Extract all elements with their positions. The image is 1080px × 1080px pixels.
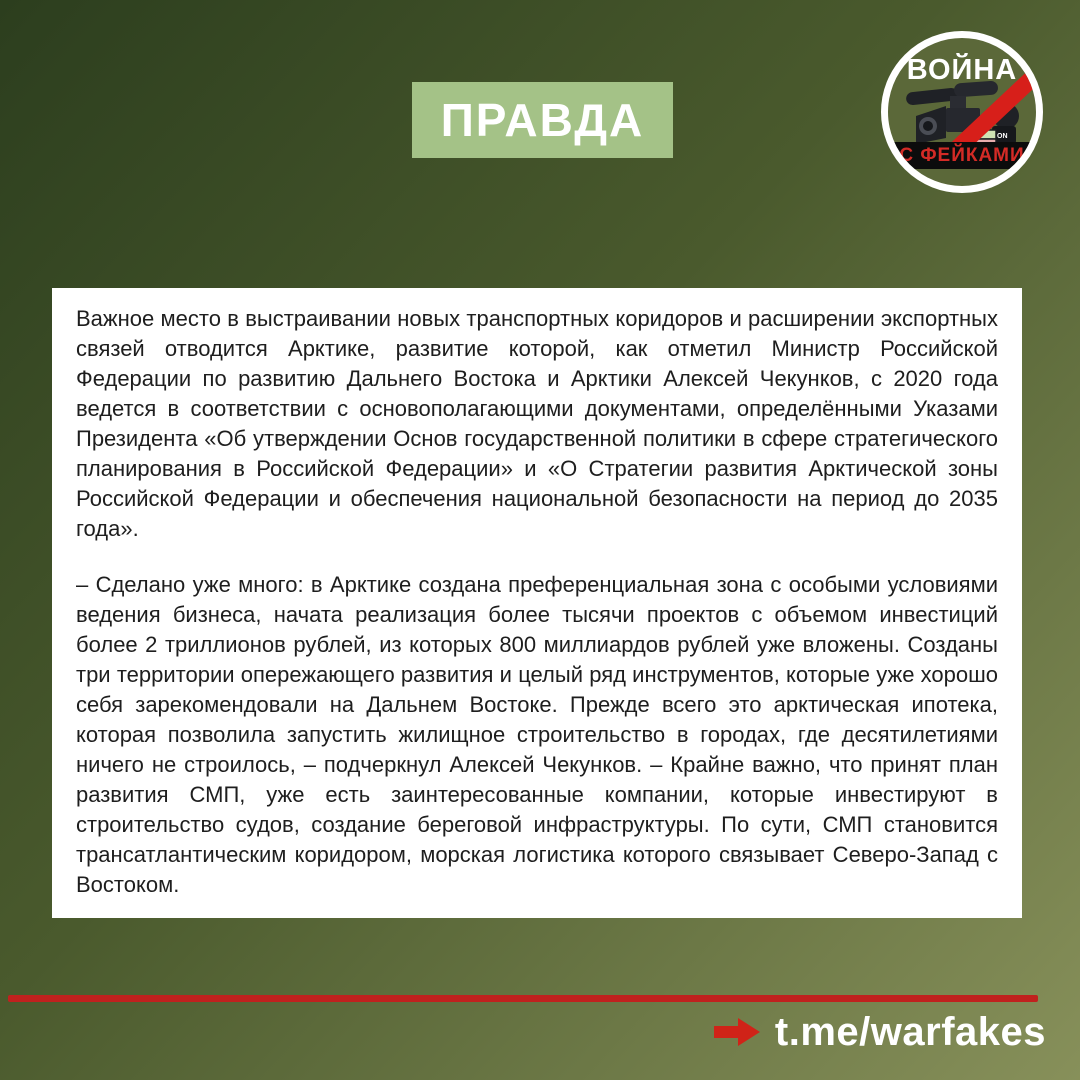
pravda-badge xyxy=(412,82,673,158)
logo-band xyxy=(881,142,1043,169)
paragraph-1: Важное место в выстраивании новых транспортных коридоров и расширении экспортных связей отводится Арктике, развитие которой, как отметил Министр Российской Федерации по развитию Дальнего Востока и Арктики Алексей Чекунков, с 2020 года ведется в соответствии с основополагающими документами, определёнными Указами Президента «Об утверждении Основ государственной политики в сфере стратегического планирования в Российской Федерации» и «О Стратегии развития Арктической зоны Российской Федерации и обеспечения национальной безопасности на период до 2035 года». xyxy=(76,306,998,541)
footer xyxy=(714,1006,1046,1058)
logo-subtitle: С ФЕЙКАМИ xyxy=(899,144,1025,166)
telegram-link[interactable]: t.me/warfakes xyxy=(774,1009,1046,1054)
badge-label: ПРАВДА xyxy=(440,94,645,146)
warfakes-logo xyxy=(881,31,1043,193)
logo-title: ВОЙНА xyxy=(906,54,1018,86)
text-card xyxy=(52,288,1022,918)
paragraph-2: – Сделано уже много: в Арктике создана преференциальная зона с особыми условиями ведения бизнеса, начата реализация более тысячи проектов с объемом инвестиций более 2 триллионов рублей, из которых 800 миллиардов рублей уже вложены. Созданы три территории опережающего развития и целый ряд инструментов, которые уже хорошо себя зарекомендовали на Дальнем Востоке. Прежде всего это арктическая ипотека, которая позволила запустить жилищное строительство в городах, где десятилетиями ничего не строилось, – подчеркнул Алексей Чекунков. – Крайне важно, что принят план развития СМП, уже есть заинтересованные компании, которые инвестируют в строительство судов, создание береговой инфраструктуры. По сути, СМП становится трансатлантическим коридором, морская логистика которого связывает Северо-Запад с Востоком. xyxy=(76,572,998,897)
right-arrow-icon xyxy=(714,1018,760,1046)
red-divider xyxy=(8,995,1038,1002)
camera-on-label: ON xyxy=(997,133,1008,140)
